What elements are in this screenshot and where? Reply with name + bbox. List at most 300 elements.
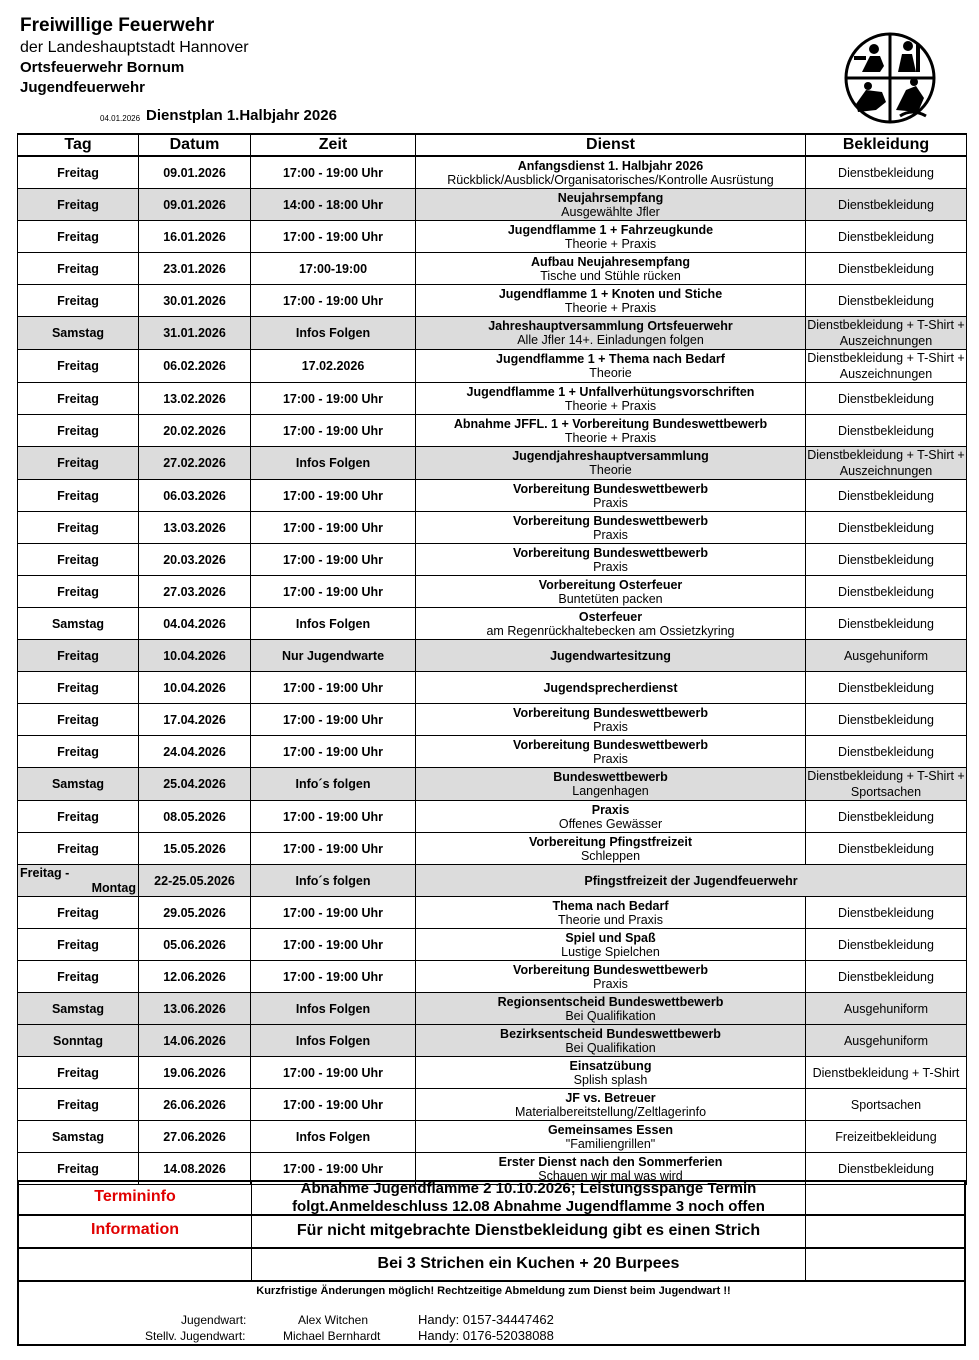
cell-dienst — [416, 865, 967, 897]
cell-dienst — [416, 350, 806, 383]
dienst-title: Bundeswettbewerb — [553, 770, 668, 784]
cell-dienst — [416, 672, 806, 704]
org-station: Ortsfeuerwehr Bornum — [20, 59, 185, 76]
table-row — [18, 156, 967, 189]
cell-bekleidung — [806, 897, 967, 929]
cell-datum: 29.05.2026 — [139, 897, 251, 929]
cell-bekleidung — [806, 221, 967, 253]
contact-role-1: Jugendwart: — [181, 1313, 247, 1327]
cell-tag: Freitag — [18, 801, 139, 833]
bekleidung-text: Dienstbekleidung — [838, 197, 934, 212]
bekleidung-text: Ausgehuniform — [843, 648, 929, 663]
dienst-title: Neujahrsempfang — [557, 190, 664, 205]
firefighter-emblem-icon — [836, 32, 944, 124]
cell-tag: Samstag — [18, 317, 139, 350]
table-row — [18, 383, 967, 415]
dienst-title: Spiel und Spaß — [565, 930, 656, 945]
cell-datum: 09.01.2026 — [139, 156, 251, 189]
cell-datum: 27.03.2026 — [139, 576, 251, 608]
footer-box — [17, 1180, 966, 1346]
dienst-title: Jugendjahreshauptversammlung — [512, 449, 709, 463]
cell-datum: 27.06.2026 — [139, 1121, 251, 1153]
cell-datum: 17.04.2026 — [139, 704, 251, 736]
cell-dienst — [416, 736, 806, 768]
cell-dienst — [416, 156, 806, 189]
cell-bekleidung — [806, 1025, 967, 1057]
column-header-bekleidung: Bekleidung — [806, 134, 967, 156]
dienst-detail: Alle Jfler 14+. Einladungen folgen — [517, 333, 704, 347]
cell-tag: Freitag — [18, 833, 139, 865]
bekleidung-text: Dienstbekleidung — [838, 261, 934, 276]
cell-bekleidung — [806, 285, 967, 317]
cell-bekleidung — [806, 1121, 967, 1153]
table-row — [18, 929, 967, 961]
bekleidung-text: Dienstbekleidung — [838, 165, 934, 180]
cell-zeit: Infos Folgen — [251, 608, 416, 640]
table-row — [18, 415, 967, 447]
dienst-detail: Praxis — [593, 495, 628, 510]
contact-name-1: Alex Witchen — [298, 1313, 369, 1327]
cell-bekleidung — [806, 317, 967, 350]
cell-tag: Freitag — [18, 350, 139, 383]
cell-tag: Freitag — [18, 1057, 139, 1089]
dienst-title: Jugendwartesitzung — [550, 648, 671, 663]
letterhead — [20, 14, 249, 98]
cell-tag: Samstag — [18, 768, 139, 801]
bekleidung-text: Dienstbekleidung — [838, 841, 934, 856]
cell-zeit: 17:00 - 19:00 Uhr — [251, 833, 416, 865]
information-text-1: Für nicht mitgebrachte Dienstbekleidung gibt es einen Strich — [296, 1222, 761, 1239]
dienst-title: JF vs. Betreuer — [565, 1090, 656, 1105]
cell-datum: 05.06.2026 — [139, 929, 251, 961]
cell-zeit: 17:00 - 19:00 Uhr — [251, 221, 416, 253]
org-city: der Landeshauptstadt Hannover — [20, 39, 249, 56]
cell-dienst — [416, 317, 806, 350]
cell-tag: Freitag — [18, 897, 139, 929]
dienst-detail: Theorie und Praxis — [558, 912, 663, 927]
cell-bekleidung — [806, 480, 967, 512]
contact-name-2: Michael Bernhardt — [283, 1329, 381, 1343]
cell-bekleidung — [806, 801, 967, 833]
dienst-detail: Offenes Gewässer — [558, 816, 663, 831]
dienst-detail: Langenhagen — [572, 784, 649, 798]
dienst-title: Jahreshauptversammlung Ortsfeuerwehr — [488, 319, 733, 333]
dienst-detail: Ausgewählte Jfler — [561, 204, 660, 219]
cell-dienst — [416, 1025, 806, 1057]
cell-dienst — [416, 929, 806, 961]
dienst-title: Praxis — [591, 802, 630, 817]
termininfo-line-1: Abnahme Jugendflamme 2 10.10.2026; Leistungsspange Termin — [300, 1180, 757, 1197]
cell-zeit: 17:00 - 19:00 Uhr — [251, 801, 416, 833]
cell-zeit: Infos Folgen — [251, 1025, 416, 1057]
cell-tag: Freitag — [18, 383, 139, 415]
dienst-title: Vorbereitung Bundeswettbewerb — [513, 513, 708, 528]
bekleidung-text: Dienstbekleidung — [838, 680, 934, 695]
bekleidung-text: Dienstbekleidung — [838, 391, 934, 406]
table-row — [18, 576, 967, 608]
cell-bekleidung — [806, 672, 967, 704]
dienst-title: Jugendflamme 1 + Knoten und Stiche — [498, 286, 723, 301]
bekleidung-text: Ausgehuniform — [843, 1033, 929, 1048]
table-row — [18, 833, 967, 865]
dienst-title: Osterfeuer — [578, 609, 643, 624]
cell-datum: 13.03.2026 — [139, 512, 251, 544]
table-row — [18, 285, 967, 317]
cell-dienst — [416, 1057, 806, 1089]
bekleidung-text: Dienstbekleidung — [838, 423, 934, 438]
cell-zeit: 17:00 - 19:00 Uhr — [251, 576, 416, 608]
cell-bekleidung — [806, 576, 967, 608]
org-name: Freiwillige Feuerwehr — [20, 15, 215, 36]
dienst-detail: Schauen wir mal was wird — [538, 1168, 683, 1183]
cell-bekleidung — [806, 1089, 967, 1121]
org-unit: Jugendfeuerwehr — [20, 79, 146, 96]
table-row — [18, 640, 967, 672]
table-row — [18, 768, 967, 801]
page-title: Dienstplan 1.Halbjahr 2026 — [146, 107, 337, 124]
dienst-detail: Lustige Spielchen — [561, 944, 660, 959]
cell-bekleidung — [806, 544, 967, 576]
cell-bekleidung — [806, 608, 967, 640]
cell-datum: 13.02.2026 — [139, 383, 251, 415]
cell-zeit: 17:00 - 19:00 Uhr — [251, 736, 416, 768]
table-row — [18, 1025, 967, 1057]
dienst-detail: "Familiengrillen" — [565, 1136, 656, 1151]
cell-zeit: 17:00 - 19:00 Uhr — [251, 961, 416, 993]
table-row — [18, 253, 967, 285]
cell-tag: Freitag — [18, 929, 139, 961]
dienst-title: Abnahme JFFL. 1 + Vorbereitung Bundeswettbewerb — [453, 416, 768, 431]
dienst-detail: Praxis — [593, 976, 628, 991]
cell-tag: Freitag — [18, 415, 139, 447]
cell-dienst — [416, 221, 806, 253]
cell-datum: 14.08.2026 — [139, 1153, 251, 1185]
cell-bekleidung — [806, 447, 967, 480]
cell-dienst — [416, 189, 806, 221]
cell-bekleidung — [806, 512, 967, 544]
cell-tag: Freitag — [18, 1089, 139, 1121]
dienst-title: Vorbereitung Osterfeuer — [538, 577, 683, 592]
bekleidung-text: Sportsachen — [850, 1097, 922, 1112]
cell-zeit: Info´s folgen — [251, 768, 416, 801]
cell-tag: Freitag — [18, 576, 139, 608]
cell-datum: 30.01.2026 — [139, 285, 251, 317]
table-row — [18, 544, 967, 576]
table-row — [18, 961, 967, 993]
cell-zeit: 17:00 - 19:00 Uhr — [251, 1153, 416, 1185]
bekleidung-text: Dienstbekleidung — [838, 616, 934, 631]
column-header-tag: Tag — [18, 134, 139, 156]
dienst-detail: Schleppen — [580, 848, 641, 863]
bekleidung-text: Dienstbekleidung — [838, 488, 934, 503]
cell-bekleidung — [806, 640, 967, 672]
cell-zeit: Infos Folgen — [251, 317, 416, 350]
termininfo-label: Termininfo — [94, 1188, 176, 1205]
cell-dienst — [416, 768, 806, 801]
dienst-title: Vorbereitung Bundeswettbewerb — [513, 545, 708, 560]
cell-bekleidung — [806, 704, 967, 736]
cell-zeit: 17:00 - 19:00 Uhr — [251, 285, 416, 317]
dienst-detail: Praxis — [593, 719, 628, 734]
cell-dienst — [416, 801, 806, 833]
bekleidung-text: Dienstbekleidung + T-Shirt + Auszeichnungen — [807, 448, 965, 478]
cell-dienst — [416, 1121, 806, 1153]
termininfo-line-2: folgt.Anmeldeschluss 12.08 Abnahme Jugendflamme 3 noch offen — [292, 1198, 765, 1215]
cell-dienst — [416, 285, 806, 317]
dienst-title: Jugendflamme 1 + Fahrzeugkunde — [507, 222, 714, 237]
cell-tag: Samstag — [18, 993, 139, 1025]
dienst-title: Jugendsprecherdienst — [543, 680, 678, 695]
cell-zeit: 17:00 - 19:00 Uhr — [251, 1089, 416, 1121]
cell-tag: Sonntag — [18, 1025, 139, 1057]
cell-tag: Freitag — [18, 704, 139, 736]
table-row — [18, 897, 967, 929]
cell-zeit: Infos Folgen — [251, 1121, 416, 1153]
table-row — [18, 350, 967, 383]
dienst-title: Vorbereitung Bundeswettbewerb — [513, 705, 708, 720]
cell-tag: Freitag — [18, 961, 139, 993]
cell-datum: 27.02.2026 — [139, 447, 251, 480]
bekleidung-text: Dienstbekleidung — [838, 520, 934, 535]
cell-bekleidung — [806, 415, 967, 447]
table-row — [18, 447, 967, 480]
cell-zeit: 17:00 - 19:00 Uhr — [251, 1057, 416, 1089]
cell-zeit: Nur Jugendwarte — [251, 640, 416, 672]
dienst-title: Regionsentscheid Bundeswettbewerb — [497, 994, 724, 1009]
dienst-detail: am Regenrückhaltebecken am Ossietzkyring — [486, 623, 735, 638]
bekleidung-text: Dienstbekleidung — [838, 552, 934, 567]
cell-bekleidung — [806, 350, 967, 383]
cell-datum: 06.03.2026 — [139, 480, 251, 512]
bekleidung-text: Dienstbekleidung — [838, 809, 934, 824]
cell-tag: Freitag — [18, 1153, 139, 1185]
bekleidung-text: Dienstbekleidung — [838, 969, 934, 984]
dienst-title: Erster Dienst nach den Sommerferien — [498, 1154, 723, 1169]
dienst-detail: Bei Qualifikation — [565, 1008, 656, 1023]
cell-zeit: 17:00 - 19:00 Uhr — [251, 415, 416, 447]
cell-dienst — [416, 447, 806, 480]
cell-dienst — [416, 608, 806, 640]
cell-tag: Samstag — [18, 608, 139, 640]
cell-bekleidung — [806, 383, 967, 415]
bekleidung-text: Ausgehuniform — [843, 1001, 929, 1016]
dienst-title: Vorbereitung Pfingstfreizeit — [529, 834, 692, 849]
cell-datum: 24.04.2026 — [139, 736, 251, 768]
cell-tag: Freitag — [18, 640, 139, 672]
cell-tag: Freitag — [18, 480, 139, 512]
cell-tag: Freitag — [18, 447, 139, 480]
table-row — [18, 865, 967, 897]
cell-datum: 08.05.2026 — [139, 801, 251, 833]
dienst-title: Bezirksentscheid Bundeswettbewerb — [500, 1026, 721, 1041]
cell-tag: Freitag — [18, 672, 139, 704]
dienst-detail: Buntetüten packen — [558, 591, 663, 606]
table-row — [18, 512, 967, 544]
dienst-detail: Praxis — [593, 559, 628, 574]
table-row — [18, 1089, 967, 1121]
bekleidung-text: Dienstbekleidung + T-Shirt + Auszeichnungen — [807, 318, 965, 348]
cell-zeit: 17:00 - 19:00 Uhr — [251, 480, 416, 512]
cell-dienst — [416, 897, 806, 929]
bekleidung-text: Dienstbekleidung — [838, 905, 934, 920]
table-row — [18, 993, 967, 1025]
cell-dienst — [416, 383, 806, 415]
dienst-title: Anfangsdienst 1. Halbjahr 2026 — [517, 158, 704, 173]
dienst-title: Pfingstfreizeit der Jugendfeuerwehr — [584, 873, 798, 888]
bekleidung-text: Freizeitbekleidung — [835, 1129, 937, 1144]
table-row — [18, 704, 967, 736]
table-row — [18, 480, 967, 512]
cell-dienst — [416, 544, 806, 576]
cell-datum: 10.04.2026 — [139, 672, 251, 704]
cell-tag: Freitag — [18, 285, 139, 317]
information-label: Information — [91, 1221, 179, 1238]
cell-dienst — [416, 576, 806, 608]
column-header-zeit: Zeit — [251, 134, 416, 156]
table-row — [18, 736, 967, 768]
cell-bekleidung — [806, 189, 967, 221]
table-row — [18, 801, 967, 833]
cell-zeit: 17:00 - 19:00 Uhr — [251, 929, 416, 961]
cell-datum: 23.01.2026 — [139, 253, 251, 285]
bekleidung-text: Dienstbekleidung — [838, 584, 934, 599]
dienst-detail: Rückblick/Ausblick/Organisatorisches/Kontrolle Ausrüstung — [447, 172, 774, 187]
cell-dienst — [416, 415, 806, 447]
cell-zeit: 17:00 - 19:00 Uhr — [251, 383, 416, 415]
cell-datum: 16.01.2026 — [139, 221, 251, 253]
dienst-title: Thema nach Bedarf — [552, 898, 669, 913]
column-header-dienst: Dienst — [416, 134, 806, 156]
cell-datum: 25.04.2026 — [139, 768, 251, 801]
table-row — [18, 608, 967, 640]
information-text-2: Bei 3 Strichen ein Kuchen + 20 Burpees — [377, 1255, 680, 1272]
cell-dienst — [416, 961, 806, 993]
cell-zeit: Infos Folgen — [251, 993, 416, 1025]
cell-zeit: 17:00 - 19:00 Uhr — [251, 512, 416, 544]
dienst-detail: Theorie + Praxis — [564, 398, 657, 413]
cell-datum: 12.06.2026 — [139, 961, 251, 993]
cell-datum: 06.02.2026 — [139, 350, 251, 383]
cell-dienst — [416, 480, 806, 512]
cell-datum: 10.04.2026 — [139, 640, 251, 672]
cell-bekleidung — [806, 993, 967, 1025]
cell-tag: Freitag — [18, 512, 139, 544]
cell-zeit: 17.02.2026 — [251, 350, 416, 383]
cell-bekleidung — [806, 929, 967, 961]
cell-tag: Freitag — [18, 221, 139, 253]
dienst-detail: Theorie — [589, 366, 632, 380]
table-row — [18, 317, 967, 350]
cell-datum: 20.02.2026 — [139, 415, 251, 447]
table-row — [18, 1121, 967, 1153]
dienst-title: Aufbau Neujahresempfang — [530, 254, 691, 269]
cell-zeit: 17:00-19:00 — [251, 253, 416, 285]
cell-datum: 19.06.2026 — [139, 1057, 251, 1089]
change-notice: Kurzfristige Änderungen möglich! Rechtzeitige Abmeldung zum Dienst beim Jugendwart !! — [256, 1285, 731, 1297]
termininfo-text — [252, 1180, 805, 1216]
cell-bekleidung — [806, 833, 967, 865]
dienst-title: Gemeinsames Essen — [547, 1122, 674, 1137]
cell-tag: Freitag — [18, 736, 139, 768]
cell-datum: 04.04.2026 — [139, 608, 251, 640]
cell-datum: 26.06.2026 — [139, 1089, 251, 1121]
cell-zeit: 17:00 - 19:00 Uhr — [251, 672, 416, 704]
dienst-title: Vorbereitung Bundeswettbewerb — [513, 737, 708, 752]
bekleidung-text: Dienstbekleidung + T-Shirt — [812, 1065, 960, 1080]
dienst-detail: Theorie + Praxis — [564, 430, 657, 445]
dienst-detail: Theorie + Praxis — [564, 236, 657, 251]
dienst-title: Vorbereitung Bundeswettbewerb — [513, 481, 708, 496]
cell-zeit: 17:00 - 19:00 Uhr — [251, 544, 416, 576]
cell-dienst — [416, 512, 806, 544]
cell-zeit: 17:00 - 19:00 Uhr — [251, 156, 416, 189]
bekleidung-text: Dienstbekleidung — [838, 937, 934, 952]
dienst-detail: Tische und Stühle rücken — [540, 268, 681, 283]
cell-dienst — [416, 253, 806, 285]
cell-tag-end: Montag — [91, 881, 136, 895]
cell-dienst — [416, 704, 806, 736]
cell-tag — [18, 865, 139, 897]
bekleidung-text: Dienstbekleidung + T-Shirt + Auszeichnungen — [807, 351, 965, 381]
cell-bekleidung — [806, 253, 967, 285]
table-row — [18, 221, 967, 253]
cell-bekleidung — [806, 1057, 967, 1089]
dienst-title: Jugendflamme 1 + Thema nach Bedarf — [496, 352, 725, 366]
cell-bekleidung — [806, 156, 967, 189]
cell-bekleidung — [806, 961, 967, 993]
table-row — [18, 1057, 967, 1089]
cell-tag: Samstag — [18, 1121, 139, 1153]
dienst-title: Vorbereitung Bundeswettbewerb — [513, 962, 708, 977]
cell-zeit: Info´s folgen — [251, 865, 416, 897]
schedule-table — [17, 133, 967, 1185]
column-header-datum: Datum — [139, 134, 251, 156]
table-header-row — [18, 134, 967, 156]
cell-datum: 15.05.2026 — [139, 833, 251, 865]
cell-datum: 22-25.05.2026 — [139, 865, 251, 897]
table-row — [18, 672, 967, 704]
bekleidung-text: Dienstbekleidung — [838, 712, 934, 727]
cell-datum: 14.06.2026 — [139, 1025, 251, 1057]
table-row — [18, 189, 967, 221]
dienst-title: Einsatzübung — [569, 1058, 652, 1073]
cell-datum: 31.01.2026 — [139, 317, 251, 350]
cell-dienst — [416, 993, 806, 1025]
dienst-detail: Theorie — [589, 463, 632, 477]
cell-tag-start: Freitag - — [20, 866, 70, 880]
bekleidung-text: Dienstbekleidung — [838, 1161, 934, 1176]
cell-datum: 20.03.2026 — [139, 544, 251, 576]
contact-phone-1: Handy: 0157-34447462 — [418, 1312, 554, 1327]
bekleidung-text: Dienstbekleidung — [838, 229, 934, 244]
document-date: 04.01.2026 — [100, 114, 141, 123]
bekleidung-text: Dienstbekleidung — [838, 744, 934, 759]
cell-datum: 09.01.2026 — [139, 189, 251, 221]
cell-bekleidung — [806, 768, 967, 801]
dienst-detail: Praxis — [593, 527, 628, 542]
dienst-detail: Praxis — [593, 751, 628, 766]
cell-zeit: 17:00 - 19:00 Uhr — [251, 704, 416, 736]
bekleidung-text: Dienstbekleidung — [838, 293, 934, 308]
cell-zeit: Infos Folgen — [251, 447, 416, 480]
bekleidung-text: Dienstbekleidung + T-Shirt + Sportsachen — [807, 769, 965, 799]
dienst-title: Jugendflamme 1 + Unfallverhütungsvorschriften — [466, 384, 755, 399]
contact-role-2: Stellv. Jugendwart: — [145, 1329, 246, 1343]
cell-zeit: 17:00 - 19:00 Uhr — [251, 897, 416, 929]
cell-dienst — [416, 833, 806, 865]
contact-phone-2: Handy: 0176-52038088 — [418, 1328, 554, 1343]
cell-datum: 13.06.2026 — [139, 993, 251, 1025]
